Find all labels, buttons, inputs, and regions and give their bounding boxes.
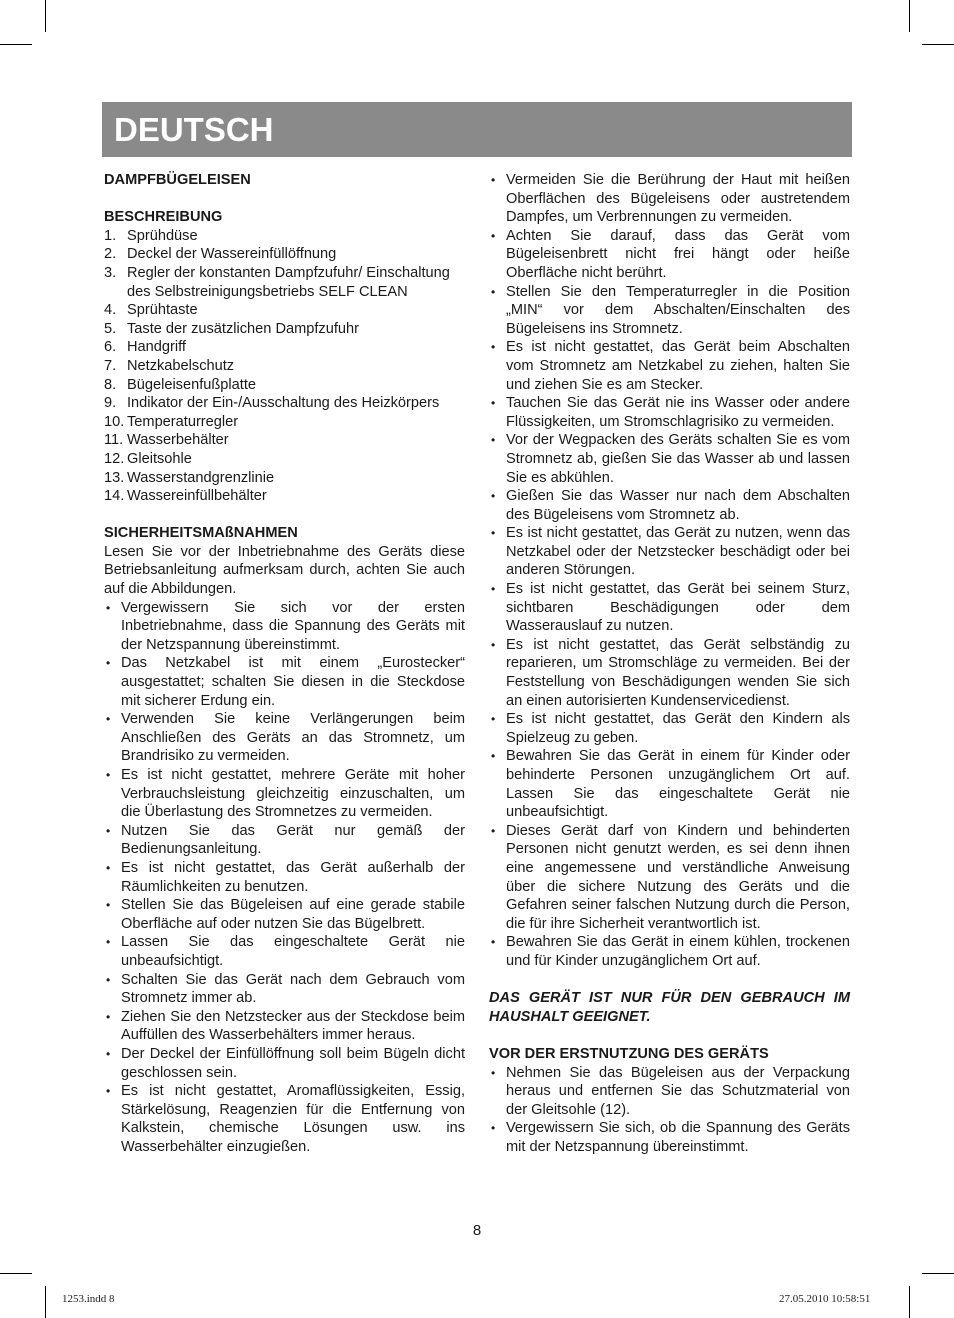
- list-text: Vergewissern Sie sich vor der ersten Inbetriebnahme, dass die Spannung des Geräts mit der Netzspannung übereinstimmt.: [121, 599, 465, 653]
- crop-mark: [922, 44, 954, 45]
- list-number: 6.: [104, 339, 117, 356]
- list-text: Verwenden Sie keine Verlängerungen beim Anschließen des Geräts an das Stromnetz, um Brandrisiko zu vermeiden.: [121, 711, 465, 765]
- list-item: [104, 710, 465, 766]
- list-item: [104, 971, 465, 1008]
- list-text: Vor der Wegpacken des Geräts schalten Sie es vom Stromnetz ab, gießen Sie das Wasser ab und lassen Sie es abkühlen.: [506, 432, 850, 486]
- bullet-icon: •: [106, 656, 111, 671]
- list-item: [489, 1119, 850, 1156]
- list-item: [104, 599, 465, 655]
- list-number: 3.: [104, 264, 117, 281]
- list-item: [104, 357, 465, 376]
- list-text: Stellen Sie das Bügeleisen auf eine gerade stabile Oberfläche auf oder nutzen Sie das Bügelbrett.: [121, 897, 465, 932]
- list-text: Es ist nicht gestattet, das Gerät beim Abschalten vom Stromnetz am Netzkabel zu ziehen, halten Sie und ziehen Sie es am Stecker.: [506, 339, 850, 393]
- list-item: [489, 524, 850, 580]
- list-text: Lassen Sie das eingeschaltete Gerät nie unbeaufsichtigt.: [121, 934, 465, 969]
- crop-mark: [922, 1273, 954, 1274]
- left-column: [104, 171, 465, 1156]
- list-text: Gießen Sie das Wasser nur nach dem Abschalten des Bügeleisens vom Stromnetz ab.: [506, 488, 850, 523]
- bullet-icon: •: [491, 935, 496, 950]
- list-text: Achten Sie darauf, dass das Gerät vom Bügeleisenbrett nicht frei hängt oder heiße Oberfläche nicht berührt.: [506, 227, 850, 281]
- list-item: [104, 1082, 465, 1156]
- bullet-icon: •: [491, 637, 496, 652]
- bullet-icon: •: [491, 228, 496, 243]
- list-text: Sprühtaste: [127, 302, 198, 319]
- list-text: Es ist nicht gestattet, das Gerät selbständig zu reparieren, um Stromschläge zu vermeiden. Bei der Feststellung von Beschädigungen wenden Sie sich an einen autorisierten Kundenservicedienst.: [506, 636, 850, 709]
- list-text: Es ist nicht gestattet, das Gerät den Kindern als Spielzeug zu geben.: [506, 711, 850, 746]
- list-text: Dieses Gerät darf von Kindern und behinderten Personen nicht genutzt werden, es sei denn ihnen eine angemessene und verständliche Anweisung über die sichere Nutzung des Geräts und die Gefahren seiner falschen Nutzung durch die Person, die für ihre Sicherheit verantwortlich ist.: [506, 822, 850, 932]
- list-text: Nehmen Sie das Bügeleisen aus der Verpackung heraus und entfernen Sie das Schutzmaterial von der Gleitsohle (12).: [506, 1064, 850, 1118]
- bullet-icon: •: [106, 1084, 111, 1099]
- list-item: [489, 338, 850, 394]
- bullet-icon: •: [106, 1009, 111, 1024]
- list-number: 14.: [104, 488, 125, 505]
- list-text: Tauchen Sie das Gerät nie ins Wasser oder andere Flüssigkeiten, um Stromschlagrisiko zu vermeiden.: [506, 395, 850, 430]
- household-note: DAS GERÄT IST NUR FÜR DEN GEBRAUCH IM HAUSHALT GEEIGNET.: [489, 990, 850, 1025]
- list-item: [104, 822, 465, 859]
- list-number: 7.: [104, 357, 117, 374]
- list-number: 13.: [104, 469, 125, 486]
- page-number: 8: [472, 1222, 482, 1239]
- list-text: Vermeiden Sie die Berührung der Haut mit heißen Oberflächen des Bügeleisens oder austretendem Dampfes, um Verbrennungen zu vermeiden.: [506, 172, 850, 226]
- list-item: [489, 822, 850, 934]
- list-text: Stellen Sie den Temperaturregler in die Position „MIN“ vor dem Abschalten/Einschalten des Bügeleisens ins Stromnetz.: [506, 283, 850, 337]
- list-text: Netzkabelschutz: [127, 357, 235, 374]
- list-text: Gleitsohle: [127, 450, 192, 467]
- list-item: [489, 283, 850, 339]
- list-text: Es ist nicht gestattet, das Gerät zu nutzen, wenn das Netzkabel oder der Netzstecker beschädigt oder bei anderen Störungen.: [506, 525, 850, 579]
- list-text: Schalten Sie das Gerät nach dem Gebrauch vom Stromnetz immer ab.: [121, 971, 465, 1007]
- list-item: [104, 413, 465, 432]
- list-text: Es ist nicht gestattet, das Gerät bei seinem Sturz, sichtbaren Beschädigungen oder dem Wasserauslauf zu nutzen.: [506, 581, 850, 635]
- bullet-icon: •: [491, 173, 496, 187]
- safety-list-continued: [489, 171, 850, 971]
- list-text: Regler der konstanten Dampfzufuhr/ Einschaltung des Selbstreinigungsbetriebs SELF CLEAN: [127, 264, 450, 300]
- slug-file: 1253.indd 8: [62, 1293, 115, 1305]
- list-item: [489, 171, 850, 227]
- list-number: 5.: [104, 320, 117, 337]
- list-item: [489, 747, 850, 821]
- list-item: [104, 766, 465, 822]
- safety-heading: SICHERHEITSMAßNAHMEN: [104, 525, 298, 542]
- list-item: [489, 580, 850, 636]
- list-text: Bewahren Sie das Gerät in einem für Kinder oder behinderte Personen unzugänglichem Ort auf. Lassen Sie das eingeschaltete Gerät nie unbeaufsichtigt.: [506, 748, 850, 821]
- list-text: Temperaturregler: [127, 413, 239, 430]
- crop-mark: [909, 1286, 910, 1318]
- bullet-icon: •: [106, 1046, 111, 1061]
- bullet-icon: •: [106, 860, 111, 875]
- list-number: 12.: [104, 450, 125, 467]
- first-use-heading: VOR DER ERSTNUTZUNG DES GERÄTS: [489, 1045, 769, 1062]
- crop-mark: [45, 0, 46, 32]
- list-item: [489, 227, 850, 283]
- bullet-icon: •: [491, 433, 496, 448]
- list-text: Deckel der Wassereinfüllöffnung: [127, 246, 337, 263]
- bullet-icon: •: [106, 935, 111, 950]
- list-item: [104, 227, 465, 246]
- banner-title: DEUTSCH: [114, 111, 274, 148]
- bullet-icon: •: [491, 526, 496, 541]
- product-title: DAMPFBÜGELEISEN: [104, 172, 251, 188]
- crop-mark: [0, 1273, 32, 1274]
- list-item: [104, 376, 465, 395]
- list-text: Wassereinfüllbehälter: [127, 488, 267, 505]
- list-text: Der Deckel der Einfüllöffnung soll beim Bügeln dicht geschlossen sein.: [121, 1045, 465, 1081]
- list-text: Es ist nicht gestattet, mehrere Geräte mit hoher Verbrauchsleistung gleichzeitig einzuschalten, um die Überlastung des Stromnetzes zu vermeiden.: [121, 767, 465, 821]
- list-item: [104, 859, 465, 896]
- bullet-icon: •: [491, 340, 496, 355]
- list-item: [104, 394, 465, 413]
- list-item: [104, 320, 465, 339]
- bullet-icon: •: [106, 712, 111, 727]
- safety-list: [104, 599, 465, 1157]
- list-item: [104, 654, 465, 710]
- list-item: [489, 487, 850, 524]
- list-item: [489, 1064, 850, 1120]
- list-item: [104, 487, 465, 506]
- list-text: Indikator der Ein-/Ausschaltung des Heizkörpers: [127, 395, 440, 412]
- list-number: 10.: [104, 413, 125, 430]
- list-item: [489, 394, 850, 431]
- bullet-icon: •: [491, 1065, 496, 1080]
- bullet-icon: •: [106, 768, 111, 782]
- list-text: Das Netzkabel ist mit einem „Eurostecker“ ausgestattet; schalten Sie diesen in die Steckdose mit sicherer Erdung ein.: [121, 655, 465, 709]
- list-text: Wasserstandgrenzlinie: [127, 469, 275, 486]
- list-item: [104, 301, 465, 320]
- bullet-icon: •: [491, 1121, 496, 1136]
- bullet-icon: •: [106, 898, 111, 913]
- bullet-icon: •: [491, 712, 496, 727]
- list-item: [104, 896, 465, 933]
- list-number: 9.: [104, 395, 117, 412]
- list-text: Es ist nicht gestattet, das Gerät außerhalb der Räumlichkeiten zu benutzen.: [121, 859, 465, 895]
- crop-mark: [909, 0, 910, 32]
- list-item: [104, 450, 465, 469]
- list-text: Nutzen Sie das Gerät nur gemäß der Bedienungsanleitung.: [121, 822, 465, 858]
- right-column: [489, 171, 850, 1156]
- list-number: 4.: [104, 302, 117, 319]
- bullet-icon: •: [491, 489, 496, 504]
- list-number: 2.: [104, 246, 117, 263]
- list-text: Wasserbehälter: [127, 432, 229, 449]
- list-item: [104, 264, 465, 301]
- list-text: Ziehen Sie den Netzstecker aus der Steckdose beim Auffüllen des Wasserbehälters immer heraus.: [121, 1008, 465, 1044]
- bullet-icon: •: [491, 749, 496, 764]
- crop-mark: [0, 44, 32, 45]
- slug-date: 27.05.2010 10:58:51: [779, 1293, 871, 1305]
- bullet-icon: •: [491, 396, 496, 411]
- list-item: [489, 636, 850, 710]
- list-item: [104, 1045, 465, 1082]
- description-heading: BESCHREIBUNG: [104, 209, 223, 226]
- bullet-icon: •: [491, 823, 496, 838]
- list-item: [104, 933, 465, 970]
- list-item: [104, 431, 465, 450]
- list-text: Vergewissern Sie sich, ob die Spannung des Geräts mit der Netzspannung übereinstimmt.: [506, 1120, 850, 1155]
- list-item: [489, 710, 850, 747]
- list-number: 11.: [104, 432, 124, 449]
- list-item: [489, 431, 850, 487]
- parts-list: [104, 227, 465, 506]
- list-number: 1.: [104, 227, 117, 244]
- list-text: Taste der zusätzlichen Dampfzufuhr: [127, 320, 359, 337]
- list-item: [104, 338, 465, 357]
- list-number: 8.: [104, 376, 117, 393]
- bullet-icon: •: [106, 600, 111, 615]
- bullet-icon: •: [491, 582, 496, 597]
- list-item: [104, 469, 465, 488]
- list-text: Bügeleisenfußplatte: [127, 376, 256, 393]
- list-item: [489, 933, 850, 970]
- crop-mark: [45, 1286, 46, 1318]
- list-text: Handgriff: [127, 339, 186, 356]
- bullet-icon: •: [491, 284, 496, 299]
- list-text: Bewahren Sie das Gerät in einem kühlen, trockenen und für Kinder unzugänglichem Ort auf.: [506, 934, 850, 969]
- language-banner: [102, 102, 852, 157]
- safety-intro: Lesen Sie vor der Inbetriebnahme des Geräts diese Betriebsanleitung aufmerksam durch, achten Sie auch auf die Abbildungen.: [104, 543, 465, 598]
- first-use-list: [489, 1064, 850, 1157]
- list-item: [104, 245, 465, 264]
- bullet-icon: •: [106, 972, 111, 987]
- list-item: [104, 1008, 465, 1045]
- bullet-icon: •: [106, 823, 111, 838]
- list-text: Sprühdüse: [127, 227, 198, 244]
- list-text: Es ist nicht gestattet, Aromaflüssigkeiten, Essig, Stärkelösung, Reagenzien für die Entfernung von Kalkstein, chemische Lösungen usw. ins Wasserbehälter einzugießen.: [121, 1083, 465, 1155]
